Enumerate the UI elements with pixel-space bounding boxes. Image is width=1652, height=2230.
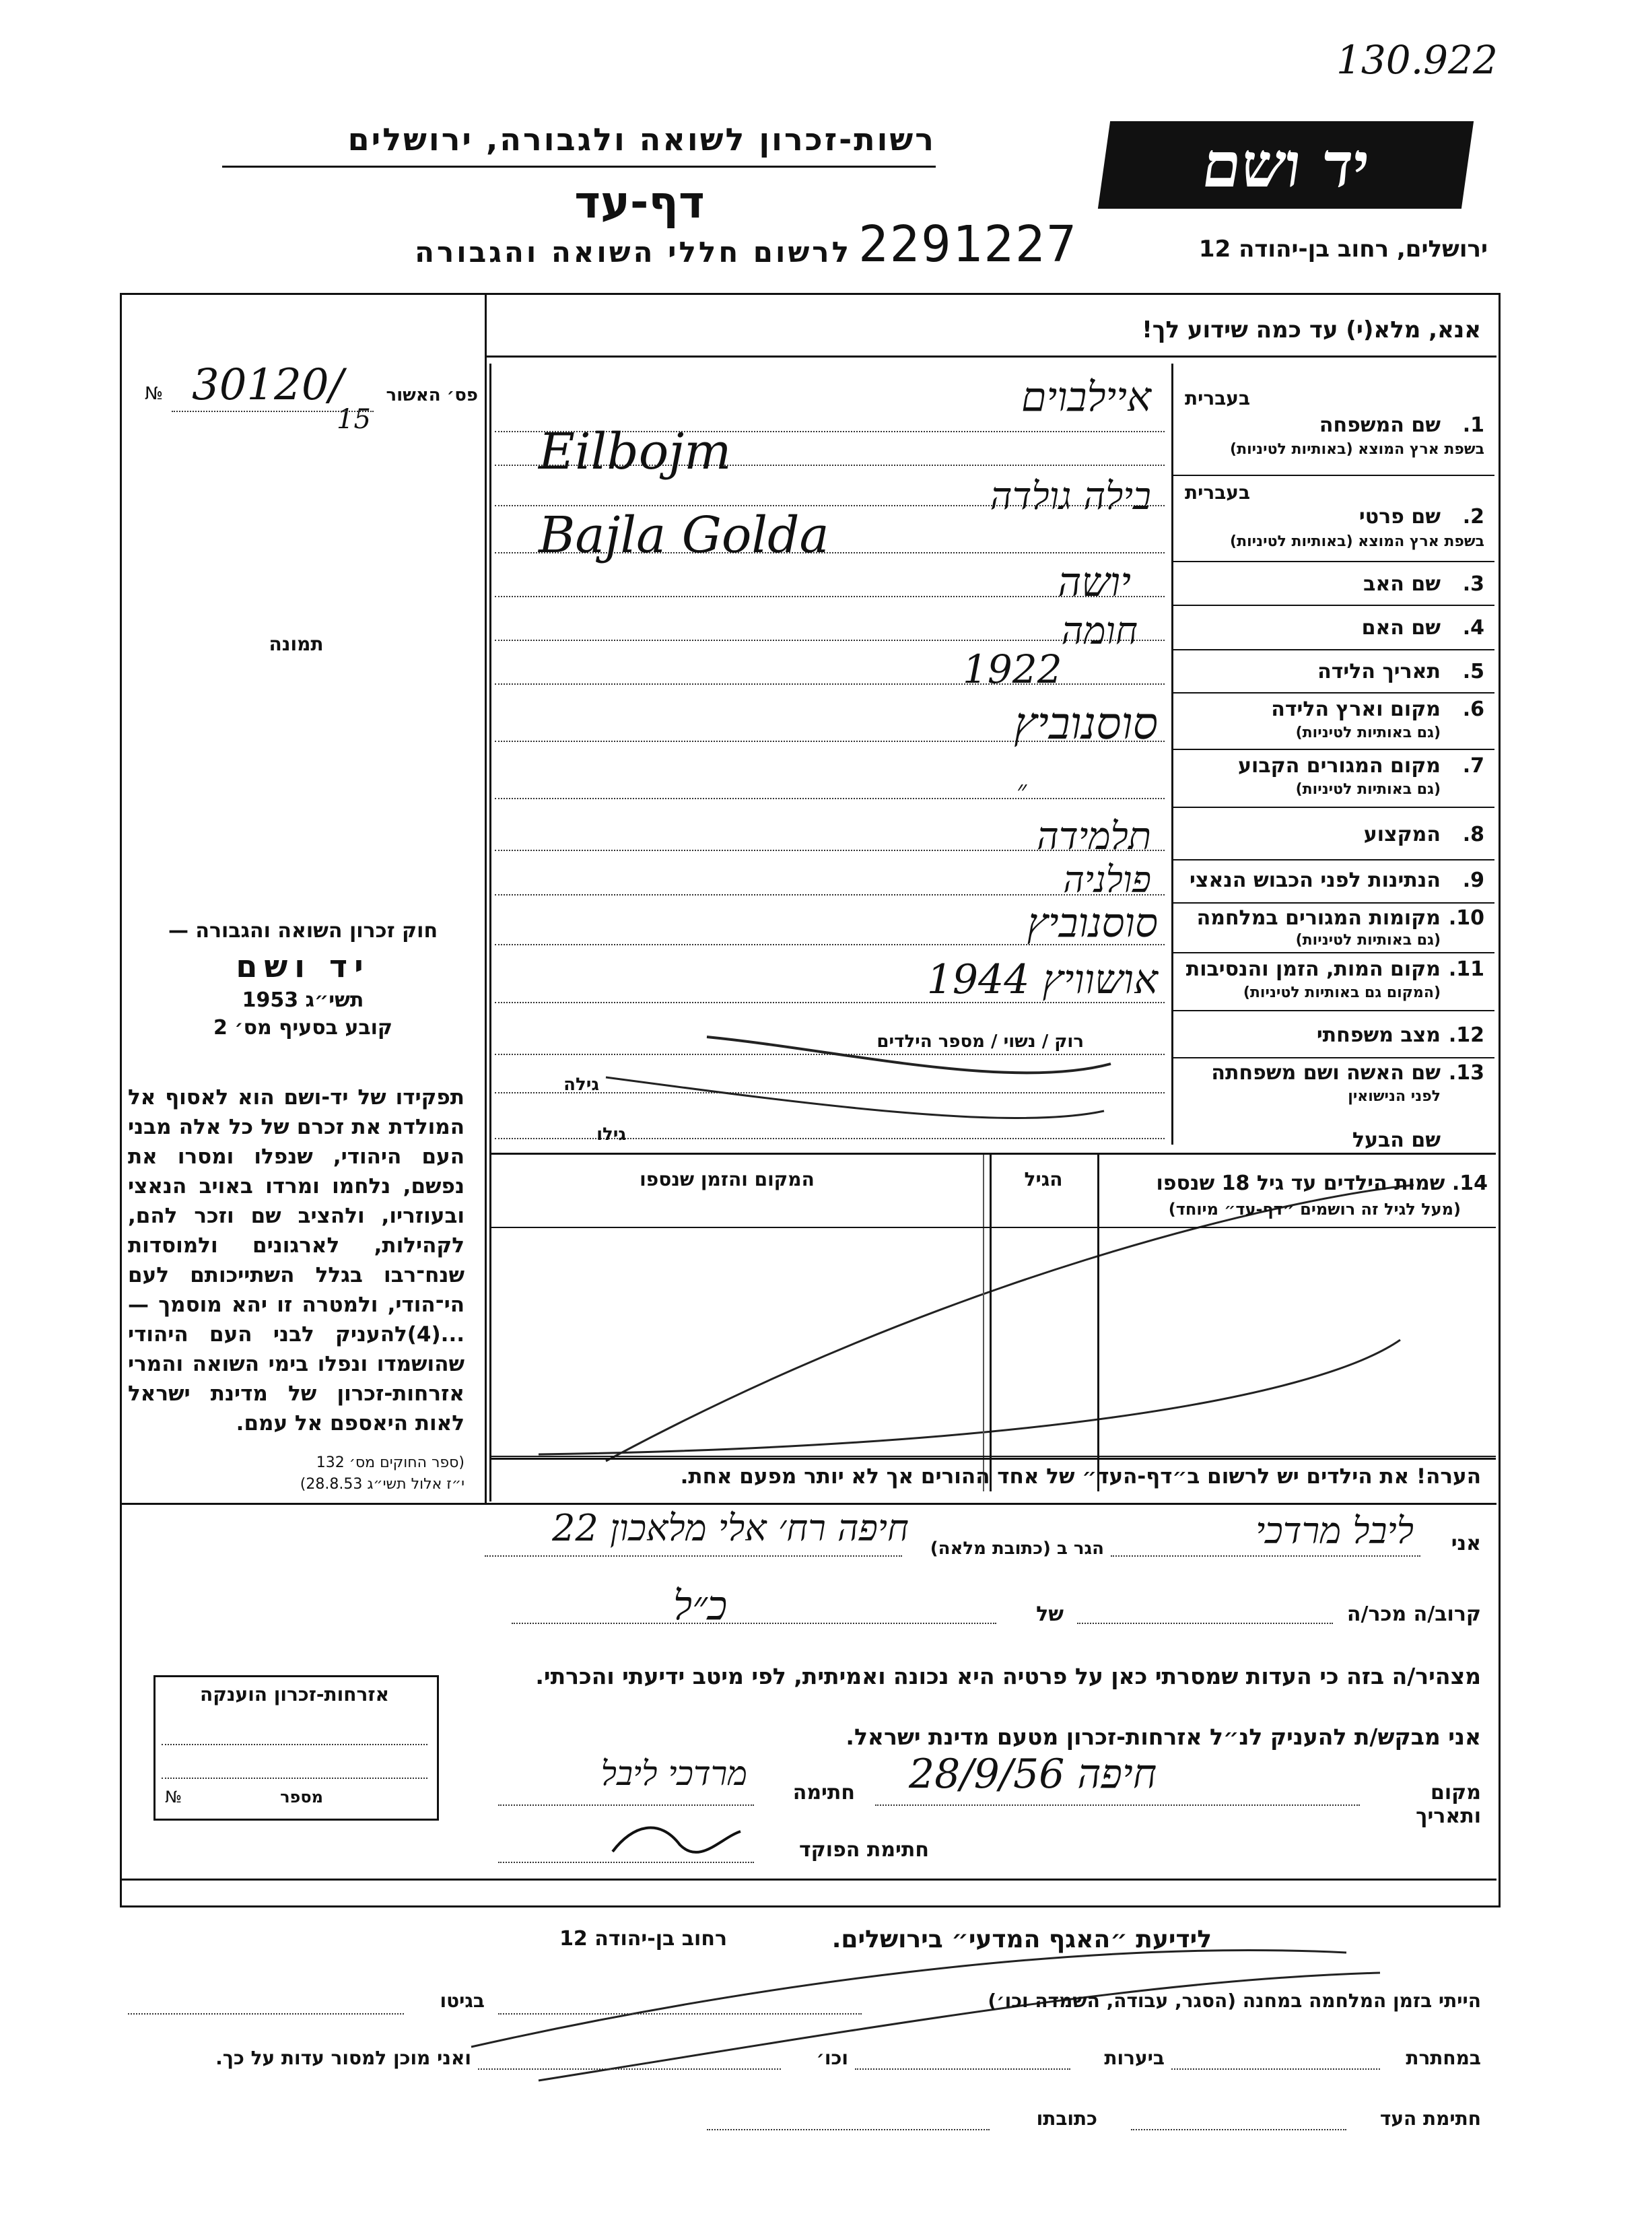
field-11-label: מקום המות, הזמן והנסיבות — [1185, 957, 1441, 981]
footer-ready: ואני מוכן למסור עדות על כך. — [215, 2047, 471, 2069]
footer-witness-sig-dots — [1131, 2129, 1346, 2130]
field-3-num: 3. — [1462, 572, 1484, 596]
law-text: תפקידו של יד-ושם הוא לאסוף אל המולדת את זכרם של כל אלה מבני העם היהודי, שנפלו ומסרו את נפשם, נלחמו ומרדו באויב הנאצי ובעוזריו, ולהציב שם וזכר להם, לקהילות, לארגונים ולמוסדות שנח־רבו בגלל השתייכותם לעם הי־הודי, ולמטרה זו יהא מוסמך — ...(4)להעניק לבני העם היהודי שהושמדו ונפלו בימי השואה והמרי אזרחות-זכרון של מדינת ישראל לאות היאספם אל עמם. — [128, 1085, 464, 1435]
value-mother: חומה — [1061, 609, 1138, 653]
footer-top-line — [120, 1879, 1496, 1881]
children-col-divider-2 — [1097, 1155, 1099, 1491]
witness-relation: כ״ל — [673, 1582, 728, 1629]
footer-address-label: כתובתו — [1036, 2107, 1097, 2130]
field-8-num: 8. — [1462, 823, 1484, 846]
field-8-label: המקצוע — [1363, 823, 1441, 846]
field-11-num: 11. — [1448, 957, 1484, 981]
law-title: חוק זכרון השואה והגבורה — — [168, 919, 438, 943]
place-date-label: מקום ותאריך — [1416, 1781, 1481, 1828]
field-9-num: 9. — [1462, 869, 1484, 892]
value-profession: תלמידה — [1037, 815, 1151, 858]
field-9-label: הנתינות לפני הכבוש הנאצי — [1190, 869, 1441, 892]
footer-etc-dots — [478, 2068, 781, 2070]
witness-residing-label: הגר ב (כתובת מלאה) — [930, 1539, 1104, 1559]
field-13-age-label: גילה — [563, 1075, 599, 1095]
footer-underground-dots — [1171, 2068, 1380, 2070]
footer-witness-sig: חתימת העד — [1379, 2107, 1481, 2130]
strike-line-marital — [707, 1037, 1111, 1073]
value-citizenship: פולניה — [1063, 858, 1151, 901]
footer-attention: לידיעת ״האגף המדעי״ בירושלים. — [831, 1926, 1212, 1953]
children-col-divider-3 — [983, 1155, 984, 1491]
law-name: יד ושם — [236, 948, 370, 984]
field-6-num: 6. — [1462, 698, 1484, 721]
field-1-label: שם המשפחה — [1319, 413, 1441, 437]
footer-forests-dots — [855, 2068, 1070, 2070]
law-year: תשי״ג 1953 — [242, 988, 364, 1012]
officer-signature — [606, 1811, 754, 1872]
officer-label: חתימת הפוקד — [799, 1838, 929, 1862]
citizenship-dots-1 — [162, 1744, 427, 1745]
field-2-tag: בעברית — [1185, 481, 1251, 504]
field-5-label: תאריך הלידה — [1317, 660, 1441, 683]
archive-number: 130.922 — [1336, 37, 1498, 83]
field-12-label: מצב משפחתי — [1316, 1023, 1441, 1047]
witness-address: חיפה רח׳ אלי מלאכון 22 — [552, 1507, 909, 1549]
authority-line: רשות-זכרון לשואה ולגבורה, ירושלים — [347, 121, 936, 158]
strike-line-children-b — [539, 1340, 1400, 1454]
field-5-num: 5. — [1462, 660, 1484, 683]
law-book: (ספר החוקים מס׳ 132 — [316, 1454, 464, 1471]
approval-no-symbol: № — [145, 384, 164, 404]
value-birth-date: 1922 — [963, 646, 1062, 692]
value-death-place: אושוויץ 1944 — [926, 956, 1158, 1003]
declaration: מצהיר/ה בזה כי העדות שמסרתי כאן על פרטיה היא נכונה ואמיתית, לפי מיטב ידיעתי והכרתי. — [535, 1663, 1481, 1689]
children-sub: (מעל לגיל זה רושמים ״דף-עד״ מיוחד) — [1168, 1200, 1461, 1219]
form-title: דף-עד — [574, 176, 705, 228]
field-6-sub: (גם באותיות לטיניות) — [1295, 724, 1441, 741]
field-2-num: 2. — [1462, 505, 1484, 529]
field-11-sub: (המקום גם באותיות לטיניות) — [1243, 984, 1441, 1001]
value-firstname-hebrew: בילה גולדה — [990, 475, 1151, 518]
witness-address-dots — [485, 1555, 902, 1557]
field-10-sub: (גם באותיות לטיניות) — [1295, 932, 1441, 949]
field-1-num: 1. — [1462, 413, 1484, 437]
witness-name: ליבל מרדכי — [1255, 1510, 1414, 1552]
field-12-options: רוק / נשוי / מספר הילדים — [876, 1032, 1084, 1052]
field-3-label: שם האב — [1363, 572, 1441, 596]
value-firstname-latin: Bajla Golda — [539, 506, 829, 564]
children-col-divider-1 — [990, 1155, 992, 1491]
citizenship-no-symbol: № — [165, 1788, 182, 1806]
form-subtitle: לרשום חללי השואה והגבורה — [415, 236, 852, 269]
citizenship-number-label: מספר — [280, 1788, 323, 1806]
law-clause: קובע בסעיף מס׳ 2 — [213, 1016, 393, 1040]
law-date: י״ז אלול תשי״ג 28.8.53) — [300, 1476, 464, 1493]
request: אני מבקש/ת להעניק לנ״ל אזרחות-זכרון מטעם מדינת ישראל. — [846, 1724, 1481, 1750]
footer-forests: ביערות — [1104, 2047, 1165, 2069]
approval-label: פס׳ האשור — [386, 385, 478, 405]
value-surname-latin: Eilbojm — [539, 423, 732, 481]
field-10-num: 10. — [1448, 906, 1484, 930]
field-7-sub: (גם באותיות לטיניות) — [1295, 781, 1441, 798]
field-6-label: מקום וארץ הלידה — [1271, 698, 1441, 721]
signature-label: חתימה — [792, 1781, 855, 1804]
field-12-num: 12. — [1448, 1023, 1484, 1047]
children-header-line — [489, 1227, 1496, 1228]
value-surname-hebrew: איילבוים — [1021, 374, 1151, 421]
footer-etc: וכו׳ — [816, 2047, 848, 2069]
header-address: ירושלים, רחוב בן-יהודה 12 — [1198, 236, 1488, 263]
signature: מרדכי ליבל — [600, 1754, 747, 1793]
field-2-label: שם פרטי — [1358, 505, 1441, 529]
footer-address: רחוב בן-יהודה 12 — [559, 1927, 727, 1951]
children-col-age: הגיל — [1024, 1168, 1063, 1190]
children-table-top — [489, 1153, 1496, 1155]
footer-address-dots — [707, 2129, 990, 2130]
value-residence: ״ — [1017, 775, 1027, 806]
witness-relation-dots — [1077, 1623, 1333, 1624]
citizenship-title: אזרחות-זכרון הוענקה — [200, 1683, 389, 1705]
signature-dots — [498, 1804, 754, 1806]
field-1-sub: בשפת ארץ המוצא (באותיות לטיניות) — [1230, 441, 1484, 458]
footer-ghetto-dots — [128, 2013, 404, 2015]
note-bottom-line — [120, 1503, 1496, 1505]
value-father: יושה — [1058, 559, 1131, 606]
strike-line-spouse — [606, 1077, 1104, 1118]
logo-text: יד ושם — [1198, 129, 1374, 201]
field-1-tag: בעברית — [1185, 387, 1251, 409]
photo-label: תמונה — [269, 633, 324, 655]
witness-i-label: אני — [1451, 1532, 1481, 1555]
field-husband-age-label: גילו — [596, 1124, 626, 1145]
witness-name-dots — [1111, 1555, 1420, 1557]
children-col-place: המקום והזמן שנספו — [640, 1168, 815, 1190]
field-4-num: 4. — [1462, 616, 1484, 640]
approval-number: 30120/ — [192, 360, 344, 410]
citizenship-dots-2 — [162, 1778, 427, 1779]
field-13-num: 13. — [1448, 1061, 1484, 1085]
strike-line-footer-b — [539, 1973, 1380, 2081]
children-bottom-line — [489, 1456, 1496, 1457]
prompt: אנא, מלא(י) עד כמה שידוע לך! — [1142, 316, 1481, 343]
field-7-label: מקום המגורים הקבוע — [1238, 754, 1441, 778]
footer-camp-line: הייתי בזמן המלחמה במחנה (הסגר, עבודה, השמדה וכו׳) — [988, 1990, 1481, 2012]
field-4-label: שם האם — [1361, 616, 1441, 640]
field-2-sub: בשפת ארץ המוצא (באותיות לטיניות) — [1230, 533, 1484, 550]
note-top-line — [489, 1458, 1496, 1460]
field-13-sub: לפני הנישואין — [1348, 1088, 1441, 1105]
place-date-dots — [875, 1804, 1360, 1806]
place-date: חיפה 28/9/56 — [909, 1751, 1157, 1798]
field-13-label: שם האשה ושם משפחתה — [1211, 1061, 1441, 1085]
value-wartime-residence: סוסנוביץ — [1027, 900, 1158, 947]
page-number: 2291227 — [858, 215, 1078, 273]
children-label: 14. שמות הילדים עד גיל 18 שנספו — [1156, 1172, 1488, 1195]
witness-relative-label: קרוב/ה מכר/ה — [1346, 1602, 1481, 1626]
note-text: הערה! את הילדים יש לרשום ב״דף-העד״ של אחד ההורים אך לא יותר מפעם אחת. — [680, 1464, 1481, 1489]
field-husband-label: שם הבעל — [1352, 1128, 1441, 1152]
witness-of-dots — [512, 1623, 996, 1624]
approval-sub: 15 — [337, 404, 371, 435]
witness-of-label: של — [1036, 1602, 1064, 1626]
value-birth-place: סוסנוביץ — [1014, 698, 1158, 749]
field-10-label: מקומות המגורים במלחמה — [1196, 906, 1441, 930]
footer-ghetto: בגיטו — [440, 1990, 485, 2012]
field-7-num: 7. — [1462, 754, 1484, 778]
footer-camp-dots — [498, 2013, 862, 2015]
footer-underground: במחתרת — [1406, 2047, 1481, 2069]
